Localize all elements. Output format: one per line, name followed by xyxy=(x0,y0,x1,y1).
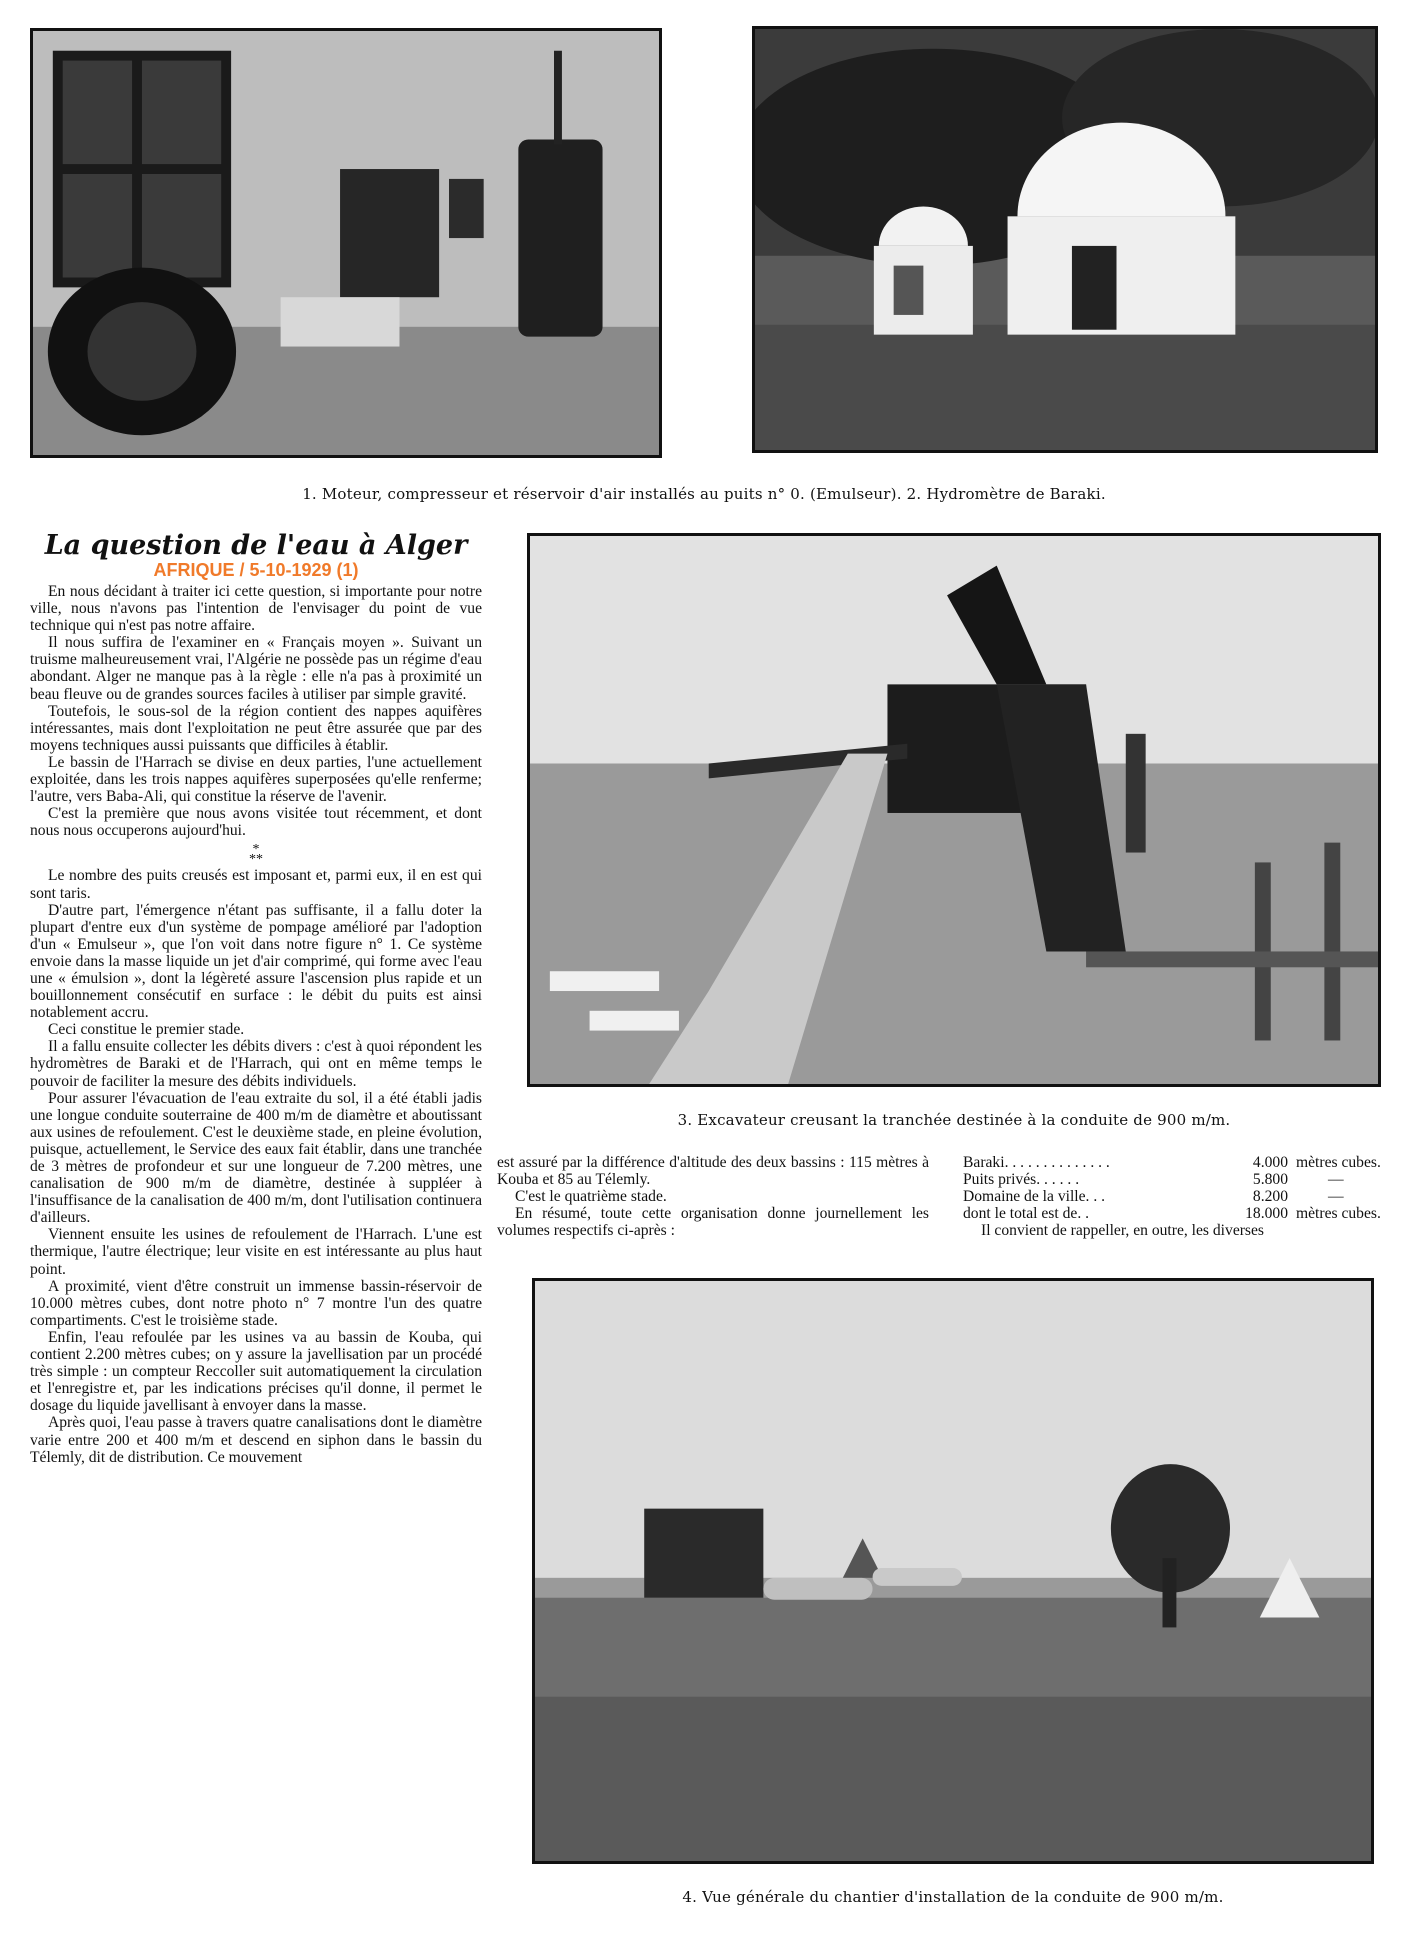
volume-row xyxy=(963,1188,1393,1205)
paragraph: En résumé, toute cette organisation donne journellement les volumes respectifs ci-après : xyxy=(497,1205,929,1240)
archive-stamp: AFRIQUE / 5-10-1929 (1) xyxy=(153,560,359,580)
paragraph: C'est la première que nous avons visitée tout récemment, et dont nous nous occuperons aujourd'hui. xyxy=(30,805,482,840)
volume-unit: mètres cubes. xyxy=(1296,1205,1381,1223)
volume-row xyxy=(963,1171,1393,1188)
caption-top: 1. Moteur, compresseur et réservoir d'air installés au puits n° 0. (Emulseur). 2. Hydromètre de Baraki. xyxy=(302,485,1106,503)
article-title: La question de l'eau à Alger xyxy=(44,530,468,561)
volume-value: 5.800 xyxy=(1252,1171,1288,1189)
article-column-1 xyxy=(30,583,482,1466)
engine-room-illustration xyxy=(33,31,659,455)
article-column-2 xyxy=(497,1154,929,1239)
paragraph: Le nombre des puits creusés est imposant et, parmi eux, il en est qui sont taris. xyxy=(30,867,482,902)
volume-label: Baraki. . . . . . . . . . . . . . xyxy=(963,1154,1110,1171)
paragraph: Le bassin de l'Harrach se divise en deux parties, l'une actuellement exploitée, dans les trois nappes aquifères superposées qu'elle renferme; l'autre, vers Baba-Ali, qui constitue la réserve de l'avenir. xyxy=(30,753,482,806)
photo-general-view xyxy=(532,1278,1374,1864)
paragraph: Après quoi, l'eau passe à travers quatre canalisations dont le diamètre varie entre 200 et 400 m/m et descend en siphon dans le bassin du Télemly, dit de distribution. Ce mouvement xyxy=(30,1414,482,1466)
volume-value: 8.200 xyxy=(1252,1188,1288,1206)
volume-value: 18.000 xyxy=(1245,1205,1288,1223)
volume-label: dont le total est de. . xyxy=(963,1205,1090,1223)
caption-figure-4: 4. Vue générale du chantier d'installation de la conduite de 900 m/m. xyxy=(682,1888,1224,1906)
section-separator: * ** xyxy=(249,842,263,868)
paragraph: Enfin, l'eau refoulée par les usines va au bassin de Kouba, qui contient 2.200 mètres cubes; on y assure la javellisation par un procédé très simple : un compteur Reccoller suit automatiquement la circulation et l'enregistre et, par les indications précises qu'il donne, il permet le dosage du liquide javellisant à envoyer dans la masse. xyxy=(30,1328,482,1415)
paragraph: Viennent ensuite les usines de refoulement de l'Harrach. L'une est thermique, l'autre électrique; leur visite en est intéressante au plus haut point. xyxy=(30,1226,482,1278)
paragraph: est assuré par la différence d'altitude des deux bassins : 115 mètres à Kouba et 85 au Télemly. xyxy=(497,1154,929,1189)
paragraph: Il nous suffira de l'examiner en « Français moyen ». Suivant un truisme malheureusement vrai, l'Algérie ne possède pas un régime d'eau abondant. Alger ne manque pas à la règle : elle n'a pas à proximité un beau fleuve ou de grandes sources faciles à utiliser par simple gravité. xyxy=(30,634,482,703)
hydrometer-illustration xyxy=(755,29,1375,450)
paragraph: Il convient de rappeller, en outre, les diverses xyxy=(981,1222,1264,1240)
paragraph: En nous décidant à traiter ici cette question, si importante pour notre ville, nous n'avons pas l'intention de l'envisager du point de vue technique qui n'est pas notre affaire. xyxy=(30,583,482,635)
volume-unit: mètres cubes. xyxy=(1296,1154,1381,1171)
volume-unit: — xyxy=(1328,1188,1344,1206)
volume-unit: — xyxy=(1328,1171,1344,1189)
volume-label: Puits privés. . . . . . xyxy=(963,1171,1080,1189)
paragraph: Ceci constitue le premier stade. xyxy=(48,1021,245,1039)
paragraph: Pour assurer l'évacuation de l'eau extraite du sol, il a été établi jadis une longue conduite souterraine de 400 m/m de diamètre et aboutissant aux usines de refoulement. C'est le deuxième stade, en pleine évolution, puisque, actuellement, le Service des eaux fait établir, dans une tranchée de 3 mètres de profondeur et sur une longueur de 7.200 mètres, une canalisation de 900 m/m de diamètre, destinée à suppléer à l'insuffisance de la canalisation de 400 m/m, dont l'utilisation continuera d'ailleurs. xyxy=(30,1089,482,1227)
volume-label: Domaine de la ville. . . xyxy=(963,1188,1106,1206)
paragraph: A proximité, vient d'être construit un immense bassin-réservoir de 10.000 mètres cubes, dont notre photo n° 7 montre l'un des quatre compartiments. C'est le troisième stade. xyxy=(30,1277,482,1329)
volume-value: 4.000 xyxy=(1252,1154,1288,1171)
volumes-table xyxy=(963,1154,1393,1239)
photo-excavator xyxy=(527,533,1381,1087)
paragraph: Il a fallu ensuite collecter les débits divers : c'est à quoi répondent les hydromètres de Baraki et de l'Harrach, qui ont en même temps le pouvoir de faciliter la mesure des débits individuels. xyxy=(30,1038,482,1090)
excavator-illustration xyxy=(530,536,1378,1084)
volume-row xyxy=(963,1154,1393,1171)
volume-row xyxy=(963,1205,1393,1222)
paragraph: Toutefois, le sous-sol de la région contient des nappes aquifères intéressantes, mais dont l'exploitation ne peut être assurée que par des moyens techniques aussi puissants que difficiles à établir. xyxy=(30,702,482,754)
photo-engine-room xyxy=(30,28,662,458)
caption-figure-3: 3. Excavateur creusant la tranchée destinée à la conduite de 900 m/m. xyxy=(677,1111,1231,1129)
photo-hydrometer-baraki xyxy=(752,26,1378,453)
general-view-illustration xyxy=(535,1281,1371,1861)
paragraph: D'autre part, l'émergence n'étant pas suffisante, il a fallu doter la plupart d'entre eux d'un système de pompage amélioré par l'adoption d'un « Emulseur », que l'on voit dans notre figure n° 1. Ce système envoie dans la masse liquide un jet d'air comprimé, qui forme avec l'eau une « émulsion », dont la légèreté assure l'ascension plus rapide et un bouillonnement consécutif en surface : le débit du puits est ainsi notablement accru. xyxy=(30,901,482,1022)
paragraph: C'est le quatrième stade. xyxy=(515,1188,667,1206)
